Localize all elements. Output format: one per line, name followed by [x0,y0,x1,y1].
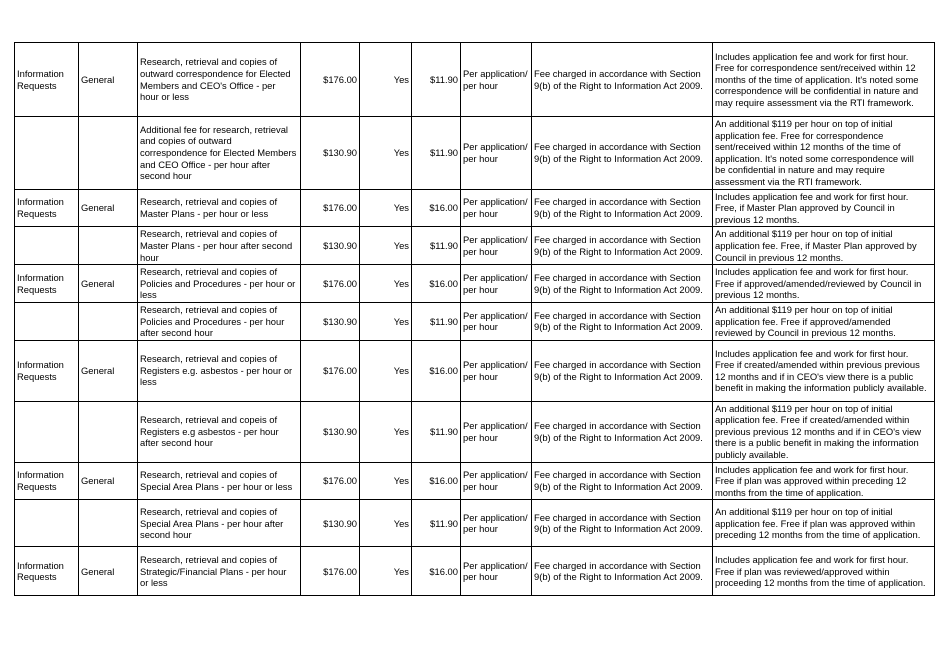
table-row [15,189,935,227]
category-cell: Information Requests [15,265,79,303]
gst-applies-cell: Yes [360,189,412,227]
description-cell: Research, retrieval and copies of Master Plans - per hour or less [138,189,301,227]
fee-basis-cell: Fee charged in accordance with Section 9(b) of the Right to Information Act 2009. [532,547,713,596]
category-cell: Information Requests [15,547,79,596]
gst-applies-cell: Yes [360,462,412,500]
category-cell: Information Requests [15,43,79,117]
description-cell: Research, retrieval and copies of Master Plans - per hour after second hour [138,227,301,265]
description-cell: Research, retrieval and copies of Registers e.g. asbestos - per hour or less [138,340,301,401]
gst-amount-cell: $16.00 [412,462,461,500]
table-row [15,43,935,117]
gst-applies-cell: Yes [360,500,412,547]
notes-cell: An additional $119 per hour on top of initial application fee. Free if approved/amended reviewed by Council in previous 12 months. [713,302,935,340]
table-row [15,227,935,265]
description-cell: Research, retrieval and copies of Special Area Plans - per hour or less [138,462,301,500]
fee-amount-cell: $176.00 [301,189,360,227]
fee-unit-cell: Per application/ per hour [461,401,532,462]
fee-amount-cell: $130.90 [301,117,360,190]
fee-amount-cell: $130.90 [301,401,360,462]
fee-unit-cell: Per application/ per hour [461,265,532,303]
fee-amount-cell: $176.00 [301,340,360,401]
fee-amount-cell: $176.00 [301,43,360,117]
table-row [15,547,935,596]
fee-amount-cell: $130.90 [301,227,360,265]
fee-basis-cell: Fee charged in accordance with Section 9(b) of the Right to Information Act 2009. [532,302,713,340]
gst-amount-cell: $16.00 [412,340,461,401]
gst-amount-cell: $16.00 [412,547,461,596]
gst-applies-cell: Yes [360,43,412,117]
table-row [15,302,935,340]
description-cell: Research, retrieval and copeis of Registers e.g asbestos - per hour after second hour [138,401,301,462]
description-cell: Additional fee for research, retrieval and copies of outward correspondence for Elected Members and CEO Office - per hour after second hour [138,117,301,190]
category-cell [15,500,79,547]
category-cell: Information Requests [15,340,79,401]
type-cell: General [79,265,138,303]
table-row [15,462,935,500]
fee-amount-cell: $130.90 [301,302,360,340]
fee-amount-cell: $130.90 [301,500,360,547]
fee-basis-cell: Fee charged in accordance with Section 9(b) of the Right to Information Act 2009. [532,340,713,401]
type-cell [79,500,138,547]
table-row [15,500,935,547]
category-cell [15,227,79,265]
fee-unit-cell: Per application/ per hour [461,500,532,547]
description-cell: Research, retrieval and copies of Policies and Procedures - per hour or less [138,265,301,303]
fee-basis-cell: Fee charged in accordance with Section 9(b) of the Right to Information Act 2009. [532,500,713,547]
type-cell [79,227,138,265]
fee-basis-cell: Fee charged in accordance with Section 9(b) of the Right to Information Act 2009. [532,117,713,190]
gst-applies-cell: Yes [360,117,412,190]
category-cell: Information Requests [15,189,79,227]
notes-cell: Includes application fee and work for first hour. Free if plan was reviewed/approved within proceeding 12 months from the time of application. [713,547,935,596]
fee-amount-cell: $176.00 [301,265,360,303]
fee-basis-cell: Fee charged in accordance with Section 9(b) of the Right to Information Act 2009. [532,227,713,265]
gst-amount-cell: $16.00 [412,265,461,303]
notes-cell: An additional $119 per hour on top of initial application fee. Free if plan was approved within preceding 12 months from the time of application. [713,500,935,547]
category-cell: Information Requests [15,462,79,500]
type-cell: General [79,340,138,401]
gst-amount-cell: $11.90 [412,227,461,265]
fee-unit-cell: Per application/ per hour [461,302,532,340]
description-cell: Research, retrieval and copies of Special Area Plans - per hour after second hour [138,500,301,547]
description-cell: Research, retrieval and copies of outward correspondence for Elected Members and CEO's Office - per hour or less [138,43,301,117]
gst-applies-cell: Yes [360,401,412,462]
gst-applies-cell: Yes [360,340,412,401]
fee-amount-cell: $176.00 [301,547,360,596]
fee-schedule-table [14,42,935,596]
fee-unit-cell: Per application/ per hour [461,227,532,265]
fee-table-body [15,43,935,596]
gst-amount-cell: $11.90 [412,401,461,462]
notes-cell: Includes application fee and work for first hour. Free if created/amended within previous previous 12 months and if in CEO's view there is a public benefit in making the information publicly available. [713,340,935,401]
description-cell: Research, retrieval and copies of Policies and Procedures - per hour after second hour [138,302,301,340]
type-cell [79,401,138,462]
gst-amount-cell: $11.90 [412,117,461,190]
fee-amount-cell: $176.00 [301,462,360,500]
notes-cell: Includes application fee and work for first hour. Free if plan was approved within preceding 12 months from the time of application. [713,462,935,500]
notes-cell: An additional $119 per hour on top of initial application fee. Free, if Master Plan approved by Council in previous 12 months. [713,227,935,265]
fee-basis-cell: Fee charged in accordance with Section 9(b) of the Right to Information Act 2009. [532,462,713,500]
fee-unit-cell: Per application/ per hour [461,462,532,500]
table-row [15,340,935,401]
fee-basis-cell: Fee charged in accordance with Section 9(b) of the Right to Information Act 2009. [532,265,713,303]
type-cell: General [79,43,138,117]
fee-basis-cell: Fee charged in accordance with Section 9(b) of the Right to Information Act 2009. [532,401,713,462]
table-row [15,117,935,190]
notes-cell: Includes application fee and work for first hour. Free for correspondence sent/received within 12 months of the time of application. It's noted some correspondence will be confidential in nature and may require assessment via the RTI framework. [713,43,935,117]
notes-cell: Includes application fee and work for first hour. Free, if Master Plan approved by Council in previous 12 months. [713,189,935,227]
gst-amount-cell: $11.90 [412,302,461,340]
category-cell [15,401,79,462]
fee-basis-cell: Fee charged in accordance with Section 9(b) of the Right to Information Act 2009. [532,189,713,227]
gst-amount-cell: $11.90 [412,43,461,117]
fee-unit-cell: Per application/ per hour [461,43,532,117]
type-cell: General [79,547,138,596]
type-cell [79,302,138,340]
gst-applies-cell: Yes [360,265,412,303]
gst-applies-cell: Yes [360,302,412,340]
fee-unit-cell: Per application/ per hour [461,547,532,596]
fee-unit-cell: Per application/ per hour [461,340,532,401]
fee-unit-cell: Per application/ per hour [461,189,532,227]
table-row [15,265,935,303]
category-cell [15,302,79,340]
type-cell [79,117,138,190]
table-row [15,401,935,462]
gst-amount-cell: $16.00 [412,189,461,227]
fee-unit-cell: Per application/ per hour [461,117,532,190]
description-cell: Research, retrieval and copies of Strategic/Financial Plans - per hour or less [138,547,301,596]
gst-amount-cell: $11.90 [412,500,461,547]
notes-cell: An additional $119 per hour on top of initial application fee. Free for correspondence sent/received within 12 months of the time of application. It's noted some correspondence will be confidential in nature and may require assessment via the RTI framework. [713,117,935,190]
notes-cell: An additional $119 per hour on top of initial application fee. Free if created/amended within previous previous 12 months and if in CEO's view there is a public benefit in making the information publicly available. [713,401,935,462]
gst-applies-cell: Yes [360,227,412,265]
fee-basis-cell: Fee charged in accordance with Section 9(b) of the Right to Information Act 2009. [532,43,713,117]
type-cell: General [79,462,138,500]
notes-cell: Includes application fee and work for first hour. Free if approved/amended/reviewed by Council in previous 12 months. [713,265,935,303]
gst-applies-cell: Yes [360,547,412,596]
type-cell: General [79,189,138,227]
category-cell [15,117,79,190]
